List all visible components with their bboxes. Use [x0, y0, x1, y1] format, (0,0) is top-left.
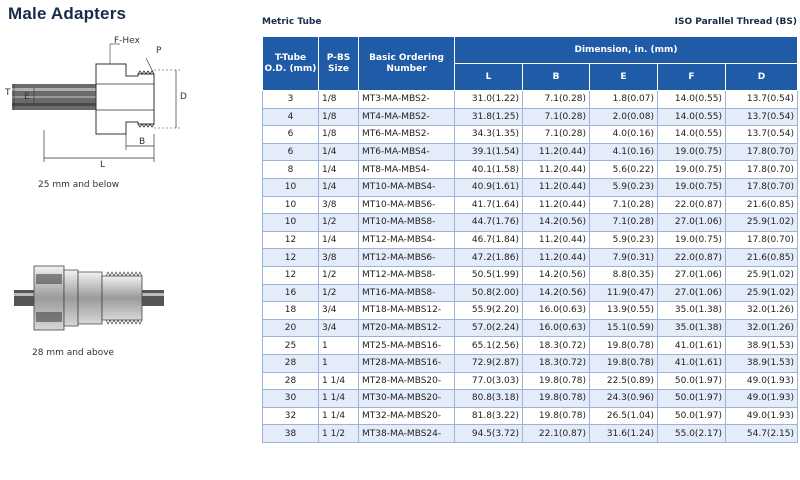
cell-ordering-number: MT10-MA-MBS8- [359, 214, 455, 232]
cell-b: 11.2(0.44) [523, 143, 590, 161]
cell-tube-od: 10 [263, 178, 319, 196]
cell-d: 17.8(0.70) [726, 231, 798, 249]
cell-pbs-size: 1 1/4 [319, 372, 359, 390]
cell-e: 4.1(0.16) [590, 143, 658, 161]
caption-25mm: 25 mm and below [38, 180, 120, 190]
spec-table [262, 36, 798, 443]
table-row [263, 91, 798, 109]
cell-b: 18.3(0.72) [523, 337, 590, 355]
cell-l: 47.2(1.86) [455, 249, 523, 267]
cell-b: 14.2(0.56) [523, 214, 590, 232]
cell-l: 77.0(3.03) [455, 372, 523, 390]
cell-f: 41.0(1.61) [658, 337, 726, 355]
cell-b: 14.2(0.56) [523, 284, 590, 302]
cell-e: 4.0(0.16) [590, 126, 658, 144]
cell-d: 25.9(1.02) [726, 214, 798, 232]
cell-tube-od: 6 [263, 143, 319, 161]
table-row [263, 354, 798, 372]
col-header-f: F [658, 64, 726, 91]
cell-pbs-size: 1/2 [319, 214, 359, 232]
cell-ordering-number: MT12-MA-MBS4- [359, 231, 455, 249]
adapter-dimension-drawing [4, 30, 204, 170]
cell-pbs-size: 3/8 [319, 249, 359, 267]
cell-pbs-size: 1/2 [319, 284, 359, 302]
table-heading [262, 17, 797, 31]
cell-tube-od: 18 [263, 302, 319, 320]
cell-f: 27.0(1.06) [658, 266, 726, 284]
cell-e: 26.5(1.04) [590, 407, 658, 425]
table-row [263, 390, 798, 408]
cell-ordering-number: MT30-MA-MBS20- [359, 390, 455, 408]
col-header-d: D [726, 64, 798, 91]
cell-f: 27.0(1.06) [658, 214, 726, 232]
cell-ordering-number: MT28-MA-MBS20- [359, 372, 455, 390]
cell-l: 81.8(3.22) [455, 407, 523, 425]
cell-f: 50.0(1.97) [658, 407, 726, 425]
cell-ordering-number: MT16-MA-MBS8- [359, 284, 455, 302]
table-row [263, 108, 798, 126]
cell-d: 38.9(1.53) [726, 354, 798, 372]
cell-f: 22.0(0.87) [658, 196, 726, 214]
cell-tube-od: 28 [263, 372, 319, 390]
cell-ordering-number: MT32-MA-MBS20- [359, 407, 455, 425]
cell-pbs-size: 1/4 [319, 143, 359, 161]
cell-tube-od: 4 [263, 108, 319, 126]
cell-b: 7.1(0.28) [523, 126, 590, 144]
cell-l: 41.7(1.64) [455, 196, 523, 214]
cell-ordering-number: MT10-MA-MBS4- [359, 178, 455, 196]
cell-d: 21.6(0.85) [726, 249, 798, 267]
table-row [263, 214, 798, 232]
cell-e: 2.0(0.08) [590, 108, 658, 126]
cell-tube-od: 30 [263, 390, 319, 408]
cell-b: 14.2(0.56) [523, 266, 590, 284]
cell-ordering-number: MT25-MA-MBS16- [359, 337, 455, 355]
cell-e: 24.3(0.96) [590, 390, 658, 408]
label-l: L [100, 160, 106, 170]
table-row [263, 126, 798, 144]
table-row [263, 143, 798, 161]
caption-28mm: 28 mm and above [32, 348, 115, 358]
cell-d: 13.7(0.54) [726, 91, 798, 109]
cell-l: 39.1(1.54) [455, 143, 523, 161]
cell-tube-od: 32 [263, 407, 319, 425]
cell-f: 41.0(1.61) [658, 354, 726, 372]
cell-l: 94.5(3.72) [455, 425, 523, 443]
col-header-l: L [455, 64, 523, 91]
cell-ordering-number: MT12-MA-MBS6- [359, 249, 455, 267]
cell-pbs-size: 1/4 [319, 231, 359, 249]
table-row [263, 284, 798, 302]
cell-b: 11.2(0.44) [523, 161, 590, 179]
cell-d: 17.8(0.70) [726, 161, 798, 179]
cell-b: 19.8(0.78) [523, 372, 590, 390]
cell-f: 14.0(0.55) [658, 126, 726, 144]
cell-l: 40.1(1.58) [455, 161, 523, 179]
cell-pbs-size: 1 [319, 354, 359, 372]
adapter-photo-illustration [14, 262, 164, 334]
cell-tube-od: 12 [263, 266, 319, 284]
cell-b: 18.3(0.72) [523, 354, 590, 372]
cell-f: 19.0(0.75) [658, 231, 726, 249]
label-e: E [24, 92, 30, 102]
cell-b: 11.2(0.44) [523, 231, 590, 249]
cell-pbs-size: 1/2 [319, 266, 359, 284]
cell-l: 31.8(1.25) [455, 108, 523, 126]
cell-pbs-size: 3/8 [319, 196, 359, 214]
cell-b: 19.8(0.78) [523, 390, 590, 408]
col-header-pbs-size: P-BS Size [319, 37, 359, 91]
cell-b: 16.0(0.63) [523, 302, 590, 320]
table-row [263, 302, 798, 320]
cell-tube-od: 28 [263, 354, 319, 372]
cell-ordering-number: MT3-MA-MBS2- [359, 91, 455, 109]
cell-e: 15.1(0.59) [590, 319, 658, 337]
cell-d: 21.6(0.85) [726, 196, 798, 214]
table-row [263, 161, 798, 179]
label-d: D [180, 92, 187, 102]
cell-b: 7.1(0.28) [523, 108, 590, 126]
cell-b: 16.0(0.63) [523, 319, 590, 337]
cell-b: 11.2(0.44) [523, 249, 590, 267]
cell-d: 17.8(0.70) [726, 178, 798, 196]
cell-d: 13.7(0.54) [726, 108, 798, 126]
cell-pbs-size: 1 [319, 337, 359, 355]
cell-tube-od: 12 [263, 249, 319, 267]
cell-d: 38.9(1.53) [726, 337, 798, 355]
cell-pbs-size: 1/8 [319, 108, 359, 126]
cell-tube-od: 10 [263, 214, 319, 232]
cell-l: 46.7(1.84) [455, 231, 523, 249]
col-header-e: E [590, 64, 658, 91]
cell-e: 19.8(0.78) [590, 337, 658, 355]
cell-e: 1.8(0.07) [590, 91, 658, 109]
cell-e: 5.6(0.22) [590, 161, 658, 179]
cell-ordering-number: MT12-MA-MBS8- [359, 266, 455, 284]
cell-f: 55.0(2.17) [658, 425, 726, 443]
cell-pbs-size: 3/4 [319, 319, 359, 337]
cell-e: 5.9(0.23) [590, 178, 658, 196]
cell-e: 7.1(0.28) [590, 196, 658, 214]
table-row [263, 337, 798, 355]
cell-b: 11.2(0.44) [523, 178, 590, 196]
cell-tube-od: 20 [263, 319, 319, 337]
cell-l: 80.8(3.18) [455, 390, 523, 408]
cell-e: 8.8(0.35) [590, 266, 658, 284]
cell-d: 32.0(1.26) [726, 302, 798, 320]
table-row [263, 372, 798, 390]
cell-f: 50.0(1.97) [658, 372, 726, 390]
cell-d: 49.0(1.93) [726, 407, 798, 425]
cell-l: 40.9(1.61) [455, 178, 523, 196]
cell-pbs-size: 1/8 [319, 126, 359, 144]
cell-tube-od: 16 [263, 284, 319, 302]
cell-d: 32.0(1.26) [726, 319, 798, 337]
cell-pbs-size: 1 1/2 [319, 425, 359, 443]
cell-l: 44.7(1.76) [455, 214, 523, 232]
cell-l: 55.9(2.20) [455, 302, 523, 320]
metric-tube-label: Metric Tube [262, 17, 322, 27]
cell-ordering-number: MT28-MA-MBS16- [359, 354, 455, 372]
cell-f: 19.0(0.75) [658, 178, 726, 196]
cell-d: 25.9(1.02) [726, 266, 798, 284]
cell-ordering-number: MT8-MA-MBS4- [359, 161, 455, 179]
cell-f: 35.0(1.38) [658, 302, 726, 320]
cell-e: 7.1(0.28) [590, 214, 658, 232]
table-row [263, 319, 798, 337]
cell-ordering-number: MT4-MA-MBS2- [359, 108, 455, 126]
cell-pbs-size: 1/4 [319, 178, 359, 196]
page-title: Male Adapters [8, 4, 127, 23]
cell-f: 27.0(1.06) [658, 284, 726, 302]
cell-l: 65.1(2.56) [455, 337, 523, 355]
cell-d: 49.0(1.93) [726, 372, 798, 390]
cell-b: 22.1(0.87) [523, 425, 590, 443]
table-row [263, 196, 798, 214]
cell-ordering-number: MT6-MA-MBS2- [359, 126, 455, 144]
cell-tube-od: 6 [263, 126, 319, 144]
col-header-tube-od: T-Tube O.D. (mm) [263, 37, 319, 91]
cell-l: 57.0(2.24) [455, 319, 523, 337]
cell-f: 19.0(0.75) [658, 161, 726, 179]
table-row [263, 178, 798, 196]
cell-b: 19.8(0.78) [523, 407, 590, 425]
cell-e: 5.9(0.23) [590, 231, 658, 249]
col-header-ordering-number: Basic Ordering Number [359, 37, 455, 91]
cell-d: 49.0(1.93) [726, 390, 798, 408]
cell-l: 31.0(1.22) [455, 91, 523, 109]
cell-ordering-number: MT38-MA-MBS24- [359, 425, 455, 443]
cell-e: 13.9(0.55) [590, 302, 658, 320]
table-row [263, 266, 798, 284]
col-header-b: B [523, 64, 590, 91]
cell-d: 17.8(0.70) [726, 143, 798, 161]
cell-ordering-number: MT18-MA-MBS12- [359, 302, 455, 320]
cell-f: 50.0(1.97) [658, 390, 726, 408]
label-p: P [156, 46, 162, 56]
cell-tube-od: 10 [263, 196, 319, 214]
cell-tube-od: 25 [263, 337, 319, 355]
cell-tube-od: 8 [263, 161, 319, 179]
cell-pbs-size: 1/8 [319, 91, 359, 109]
cell-e: 31.6(1.24) [590, 425, 658, 443]
cell-pbs-size: 1/4 [319, 161, 359, 179]
cell-e: 11.9(0.47) [590, 284, 658, 302]
cell-tube-od: 3 [263, 91, 319, 109]
table-row [263, 425, 798, 443]
label-t: T [5, 88, 11, 98]
cell-tube-od: 12 [263, 231, 319, 249]
cell-l: 50.8(2.00) [455, 284, 523, 302]
cell-e: 22.5(0.89) [590, 372, 658, 390]
cell-e: 19.8(0.78) [590, 354, 658, 372]
cell-ordering-number: MT6-MA-MBS4- [359, 143, 455, 161]
cell-l: 50.5(1.99) [455, 266, 523, 284]
col-header-dimension: Dimension, in. (mm) [455, 37, 798, 64]
table-row [263, 231, 798, 249]
cell-f: 14.0(0.55) [658, 108, 726, 126]
cell-f: 22.0(0.87) [658, 249, 726, 267]
table-row [263, 249, 798, 267]
cell-l: 72.9(2.87) [455, 354, 523, 372]
cell-b: 11.2(0.44) [523, 196, 590, 214]
cell-pbs-size: 3/4 [319, 302, 359, 320]
cell-tube-od: 38 [263, 425, 319, 443]
cell-f: 35.0(1.38) [658, 319, 726, 337]
cell-d: 25.9(1.02) [726, 284, 798, 302]
label-b: B [139, 137, 146, 147]
cell-d: 13.7(0.54) [726, 126, 798, 144]
cell-f: 19.0(0.75) [658, 143, 726, 161]
cell-b: 7.1(0.28) [523, 91, 590, 109]
cell-pbs-size: 1 1/4 [319, 407, 359, 425]
cell-ordering-number: MT10-MA-MBS6- [359, 196, 455, 214]
table-row [263, 407, 798, 425]
cell-e: 7.9(0.31) [590, 249, 658, 267]
cell-pbs-size: 1 1/4 [319, 390, 359, 408]
label-f-hex: F-Hex [114, 36, 140, 46]
cell-f: 14.0(0.55) [658, 91, 726, 109]
thread-standard-label: ISO Parallel Thread (BS) [674, 17, 797, 27]
cell-d: 54.7(2.15) [726, 425, 798, 443]
cell-l: 34.3(1.35) [455, 126, 523, 144]
cell-ordering-number: MT20-MA-MBS12- [359, 319, 455, 337]
